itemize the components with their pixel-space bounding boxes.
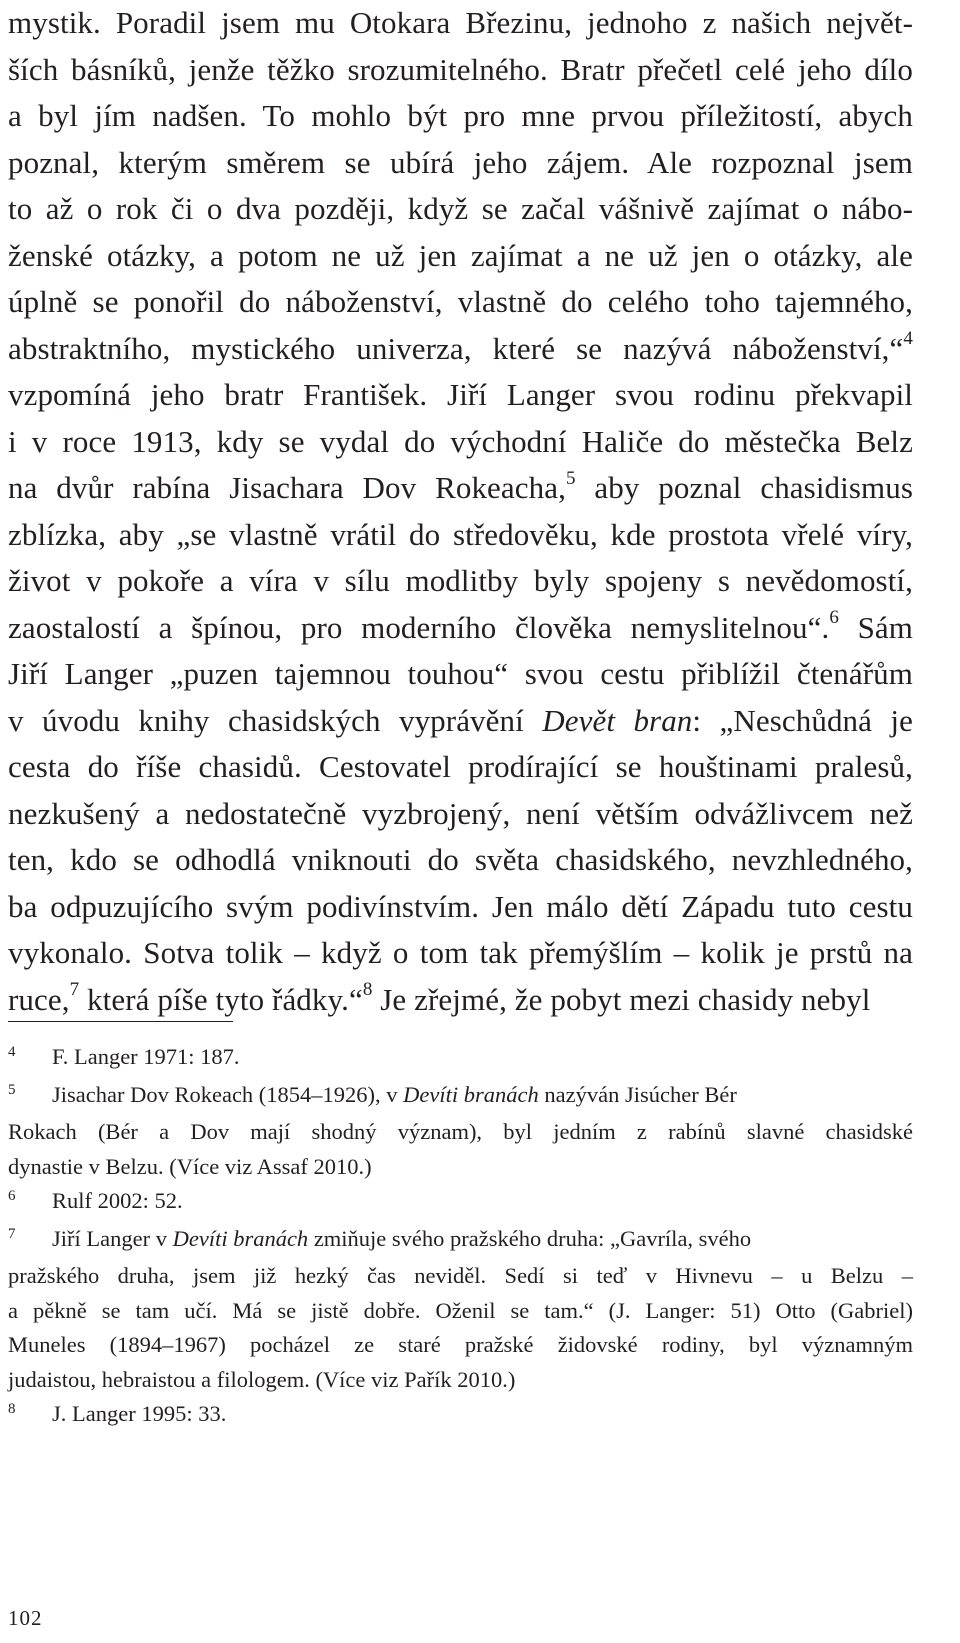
footnote-text: F. Langer 1971: 187. [52, 1044, 240, 1069]
footnote-ref: 7 [69, 979, 80, 1001]
text-line [8, 326, 913, 373]
text-line: zblízka, aby „se vlastně vrátil do středověku, kde prostota vřelé víry, [8, 516, 913, 552]
text-line: vykonalo. Sotva tolik – když o tom tak přemýšlím – kolik je prstů na [8, 935, 913, 970]
text-line: poznal, kterým směrem se ubírá jeho zájem. Ale rozpoznal jsem [8, 144, 913, 180]
text-segment: která píše tyto řádky.“ [79, 981, 363, 1017]
footnote-number: 7 [8, 1225, 16, 1242]
footnote [8, 1040, 913, 1078]
text-segment: na dvůr rabína Jisachara Dov Rokeacha, [8, 470, 566, 505]
text-segment: zaostalostí a špínou, pro moderního člověka nemyslitelnou“. [8, 609, 830, 645]
footnotes [8, 1040, 913, 1435]
text-line: ženské otázky, a potom ne už jen zajímat a ne už jen o otázky, ale [8, 237, 913, 273]
footnote-text: Rulf 2002: 52. [52, 1188, 183, 1213]
footnote-line [8, 1078, 913, 1116]
footnote-text: nazýván Jisúcher Bér [538, 1081, 737, 1107]
text-line: i v roce 1913, kdy se vydal do východní Haliče do městečka Belz [8, 423, 913, 459]
footnote-ref: 6 [829, 607, 839, 629]
main-text [8, 0, 913, 1023]
footnote-number: 8 [8, 1401, 16, 1417]
footnote [8, 1184, 913, 1222]
text-line [8, 977, 913, 1024]
text-line: ten, kdo se odhodlá vniknouti do světa chasidského, nevzhledného, [8, 842, 913, 877]
footnote [8, 1222, 913, 1398]
footnote-number: 4 [8, 1044, 16, 1060]
text-line [8, 698, 913, 745]
text-line: úplně se ponořil do náboženství, vlastně do celého toho tajemného, [8, 284, 913, 319]
text-segment: aby poznal chasidismus [575, 470, 913, 505]
footnote-text: Jisachar Dov Rokeach (1854–1926), v [52, 1081, 404, 1107]
text-line [8, 465, 913, 512]
text-segment: Sám [838, 609, 914, 645]
footnote-line [8, 1222, 913, 1260]
footnote-line: Muneles (1894–1967) pocházel ze staré pražské židovské rodiny, byl významným [8, 1332, 913, 1357]
text-segment: ruce, [8, 981, 70, 1017]
footnote-number: 6 [8, 1188, 16, 1204]
text-line: to až o rok či o dva později, když se začal vášnivě zajímat o nábo- [8, 191, 913, 226]
footnote-line: a pěkně se tam učí. Má se jistě dobře. Oženil se tam.“ (J. Langer: 51) Otto (Gabriel) [8, 1297, 913, 1323]
book-title: Devíti branách [403, 1081, 539, 1107]
text-line: mystik. Poradil jsem mu Otokara Březinu, jednoho z našich největ- [8, 5, 913, 40]
text-line [8, 605, 913, 652]
text-line: cesta do říše chasidů. Cestovatel prodírající se houštinami pralesů, [8, 749, 913, 784]
text-segment: Je zřejmé, že pobyt mezi chasidy nebyl [372, 981, 871, 1017]
text-line: Jiří Langer „puzen tajemnou touhou“ svou cestu přiblížil čtenářům [8, 656, 913, 691]
footnote-ref: 4 [903, 328, 913, 350]
text-segment: : „Neschůdná je [692, 702, 914, 738]
book-title: Devět bran [542, 702, 693, 738]
text-line: a byl jím nadšen. To mohlo být pro mne prvou příležitostí, abych [8, 98, 913, 133]
footnote-text: J. Langer 1995: 33. [52, 1401, 227, 1426]
text-segment: v úvodu knihy chasidských vyprávění [8, 702, 543, 738]
footnote [8, 1078, 913, 1185]
text-line: nezkušený a nedostatečně vyzbrojený, není větším odvážlivcem než [8, 795, 913, 831]
footnote-line: judaistou, hebraistou a filologem. (Více viz Pařík 2010.) [8, 1366, 516, 1392]
footnote-text: zmiňuje svého pražského druha: „Gavríla, svého [308, 1225, 752, 1251]
footnote-ref: 5 [565, 467, 576, 489]
text-line: život v pokoře a víra v sílu modlitby byly spojeny s nevědomostí, [8, 563, 913, 598]
footnote-line: pražského druha, jsem již hezký čas neviděl. Sedí si teď v Hivnevu – u Belzu – [8, 1263, 913, 1288]
footnote-number: 5 [8, 1081, 16, 1098]
footnote-line: Rokach (Bér a Dov mají shodný význam), byl jedním z rabínů slavné chasidské [8, 1119, 913, 1144]
text-segment: abstraktního, mystického univerza, které se nazývá náboženství,“ [8, 330, 904, 366]
book-title: Devíti branách [172, 1225, 309, 1251]
page-number: 102 [8, 1606, 43, 1630]
footnote-divider [8, 1021, 233, 1022]
page-body [8, 0, 913, 1023]
footnote-text: Jiří Langer v [52, 1225, 173, 1251]
footnote [8, 1397, 913, 1435]
text-line: vzpomíná jeho bratr František. Jiří Langer svou rodinu překvapil [8, 377, 913, 412]
text-line: ba odpuzujícího svým podivínstvím. Jen málo dětí Západu tuto cestu [8, 888, 913, 924]
text-line: ších básníků, jenže těžko srozumitelného. Bratr přečetl celé jeho dílo [8, 51, 913, 87]
footnote-ref: 8 [362, 979, 373, 1001]
footnote-line: dynastie v Belzu. (Více viz Assaf 2010.) [8, 1153, 372, 1179]
